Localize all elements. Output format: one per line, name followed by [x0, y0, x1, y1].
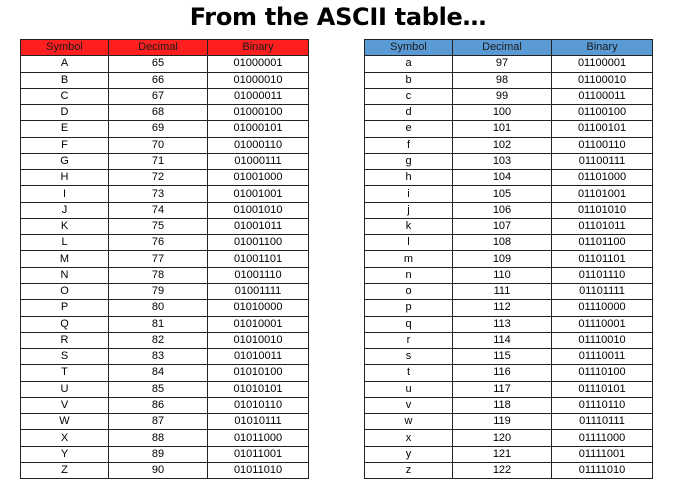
uppercase-ascii-table [20, 39, 309, 479]
cell-decimal: 116 [453, 365, 552, 381]
cell-decimal: 83 [109, 349, 208, 365]
cell-binary: 01011000 [208, 430, 309, 446]
cell-decimal: 104 [453, 170, 552, 186]
header-symbol: Symbol [21, 40, 109, 56]
cell-binary: 01001101 [208, 251, 309, 267]
cell-symbol: L [21, 235, 109, 251]
cell-symbol: h [365, 170, 453, 186]
table-row [21, 105, 309, 121]
table-row [365, 300, 653, 316]
cell-decimal: 121 [453, 446, 552, 462]
cell-decimal: 82 [109, 332, 208, 348]
cell-decimal: 79 [109, 283, 208, 299]
cell-binary: 01110001 [552, 316, 653, 332]
cell-binary: 01100111 [552, 153, 653, 169]
cell-binary: 01001000 [208, 170, 309, 186]
table-row [21, 462, 309, 478]
cell-binary: 01001011 [208, 218, 309, 234]
cell-symbol: B [21, 72, 109, 88]
cell-symbol: k [365, 218, 453, 234]
cell-symbol: e [365, 121, 453, 137]
cell-decimal: 68 [109, 105, 208, 121]
cell-symbol: A [21, 56, 109, 72]
cell-decimal: 99 [453, 88, 552, 104]
cell-decimal: 101 [453, 121, 552, 137]
cell-symbol: O [21, 283, 109, 299]
cell-symbol: i [365, 186, 453, 202]
table-row [365, 186, 653, 202]
cell-decimal: 73 [109, 186, 208, 202]
cell-binary: 01010011 [208, 349, 309, 365]
cell-decimal: 75 [109, 218, 208, 234]
cell-symbol: l [365, 235, 453, 251]
cell-decimal: 119 [453, 414, 552, 430]
cell-decimal: 80 [109, 300, 208, 316]
cell-symbol: E [21, 121, 109, 137]
cell-binary: 01110101 [552, 381, 653, 397]
cell-binary: 01111010 [552, 462, 653, 478]
cell-symbol: U [21, 381, 109, 397]
cell-decimal: 85 [109, 381, 208, 397]
cell-symbol: R [21, 332, 109, 348]
cell-binary: 01001010 [208, 202, 309, 218]
table-row [365, 349, 653, 365]
cell-decimal: 78 [109, 267, 208, 283]
cell-symbol: o [365, 283, 453, 299]
cell-decimal: 84 [109, 365, 208, 381]
cell-decimal: 115 [453, 349, 552, 365]
cell-decimal: 100 [453, 105, 552, 121]
cell-symbol: z [365, 462, 453, 478]
cell-binary: 01010010 [208, 332, 309, 348]
table-row [365, 137, 653, 153]
table-row [365, 153, 653, 169]
cell-binary: 01101000 [552, 170, 653, 186]
table-row [21, 349, 309, 365]
cell-decimal: 69 [109, 121, 208, 137]
cell-binary: 01100011 [552, 88, 653, 104]
cell-decimal: 76 [109, 235, 208, 251]
cell-decimal: 109 [453, 251, 552, 267]
cell-binary: 01111001 [552, 446, 653, 462]
cell-symbol: V [21, 397, 109, 413]
table-row [21, 153, 309, 169]
cell-symbol: s [365, 349, 453, 365]
cell-binary: 01000100 [208, 105, 309, 121]
cell-decimal: 112 [453, 300, 552, 316]
table-row [21, 332, 309, 348]
cell-symbol: j [365, 202, 453, 218]
cell-decimal: 111 [453, 283, 552, 299]
cell-decimal: 106 [453, 202, 552, 218]
cell-symbol: f [365, 137, 453, 153]
cell-decimal: 118 [453, 397, 552, 413]
table-row [365, 105, 653, 121]
cell-symbol: K [21, 218, 109, 234]
cell-symbol: Y [21, 446, 109, 462]
table-row [21, 267, 309, 283]
cell-decimal: 86 [109, 397, 208, 413]
cell-binary: 01010110 [208, 397, 309, 413]
cell-decimal: 74 [109, 202, 208, 218]
table-row [21, 316, 309, 332]
cell-decimal: 87 [109, 414, 208, 430]
cell-binary: 01000111 [208, 153, 309, 169]
header-decimal: Decimal [453, 40, 552, 56]
table-row [21, 72, 309, 88]
cell-decimal: 107 [453, 218, 552, 234]
cell-binary: 01101011 [552, 218, 653, 234]
table-row [21, 283, 309, 299]
cell-binary: 01000001 [208, 56, 309, 72]
cell-binary: 01100010 [552, 72, 653, 88]
table-row [21, 397, 309, 413]
cell-symbol: q [365, 316, 453, 332]
cell-binary: 01100101 [552, 121, 653, 137]
cell-binary: 01110100 [552, 365, 653, 381]
cell-symbol: c [365, 88, 453, 104]
cell-binary: 01010000 [208, 300, 309, 316]
cell-decimal: 120 [453, 430, 552, 446]
table-row [365, 397, 653, 413]
cell-decimal: 103 [453, 153, 552, 169]
cell-symbol: D [21, 105, 109, 121]
table-row [365, 202, 653, 218]
cell-binary: 01010111 [208, 414, 309, 430]
cell-symbol: w [365, 414, 453, 430]
cell-decimal: 67 [109, 88, 208, 104]
cell-symbol: Z [21, 462, 109, 478]
page-title: From the ASCII table… [189, 3, 487, 31]
table-row [365, 88, 653, 104]
cell-symbol: x [365, 430, 453, 446]
cell-symbol: b [365, 72, 453, 88]
table-row [21, 365, 309, 381]
cell-binary: 01000010 [208, 72, 309, 88]
table-row [21, 88, 309, 104]
cell-binary: 01100001 [552, 56, 653, 72]
cell-binary: 01011001 [208, 446, 309, 462]
table-row [365, 283, 653, 299]
cell-symbol: T [21, 365, 109, 381]
cell-binary: 01101001 [552, 186, 653, 202]
cell-binary: 01001001 [208, 186, 309, 202]
table-row [21, 170, 309, 186]
cell-decimal: 90 [109, 462, 208, 478]
cell-binary: 01100100 [552, 105, 653, 121]
cell-binary: 01010100 [208, 365, 309, 381]
table-row [21, 218, 309, 234]
header-binary: Binary [208, 40, 309, 56]
table-row [365, 332, 653, 348]
table-row [21, 56, 309, 72]
cell-decimal: 81 [109, 316, 208, 332]
table-row [365, 72, 653, 88]
cell-binary: 01110110 [552, 397, 653, 413]
table-row [365, 267, 653, 283]
cell-decimal: 108 [453, 235, 552, 251]
cell-decimal: 89 [109, 446, 208, 462]
table-row [365, 170, 653, 186]
cell-symbol: S [21, 349, 109, 365]
cell-decimal: 102 [453, 137, 552, 153]
table-header-row [21, 40, 309, 56]
cell-decimal: 122 [453, 462, 552, 478]
table-row [21, 381, 309, 397]
cell-symbol: g [365, 153, 453, 169]
table-row [365, 251, 653, 267]
cell-binary: 01010101 [208, 381, 309, 397]
cell-decimal: 110 [453, 267, 552, 283]
table-row [365, 430, 653, 446]
cell-decimal: 72 [109, 170, 208, 186]
cell-symbol: v [365, 397, 453, 413]
table-row [21, 186, 309, 202]
cell-symbol: H [21, 170, 109, 186]
cell-symbol: X [21, 430, 109, 446]
table-row [365, 462, 653, 478]
header-symbol: Symbol [365, 40, 453, 56]
header-decimal: Decimal [109, 40, 208, 56]
cell-binary: 01101110 [552, 267, 653, 283]
cell-binary: 01000101 [208, 121, 309, 137]
table-row [21, 414, 309, 430]
cell-binary: 01001111 [208, 283, 309, 299]
cell-binary: 01101111 [552, 283, 653, 299]
table-row [21, 430, 309, 446]
cell-binary: 01000011 [208, 88, 309, 104]
cell-binary: 01110011 [552, 349, 653, 365]
table-header-row [365, 40, 653, 56]
cell-binary: 01101101 [552, 251, 653, 267]
table-row [21, 446, 309, 462]
cell-binary: 01110010 [552, 332, 653, 348]
cell-symbol: t [365, 365, 453, 381]
table-row [365, 235, 653, 251]
cell-symbol: u [365, 381, 453, 397]
cell-symbol: m [365, 251, 453, 267]
table-row [365, 365, 653, 381]
cell-decimal: 65 [109, 56, 208, 72]
cell-binary: 01111000 [552, 430, 653, 446]
table-row [21, 235, 309, 251]
cell-symbol: d [365, 105, 453, 121]
cell-symbol: n [365, 267, 453, 283]
cell-decimal: 117 [453, 381, 552, 397]
cell-symbol: W [21, 414, 109, 430]
table-row [21, 251, 309, 267]
table-row [365, 218, 653, 234]
cell-decimal: 113 [453, 316, 552, 332]
cell-decimal: 98 [453, 72, 552, 88]
cell-binary: 01001100 [208, 235, 309, 251]
cell-symbol: F [21, 137, 109, 153]
table-row [21, 137, 309, 153]
cell-decimal: 114 [453, 332, 552, 348]
table-row [21, 202, 309, 218]
cell-symbol: r [365, 332, 453, 348]
cell-binary: 01101010 [552, 202, 653, 218]
cell-decimal: 105 [453, 186, 552, 202]
cell-binary: 01001110 [208, 267, 309, 283]
cell-binary: 01010001 [208, 316, 309, 332]
cell-binary: 01110111 [552, 414, 653, 430]
cell-symbol: G [21, 153, 109, 169]
cell-decimal: 88 [109, 430, 208, 446]
cell-symbol: J [21, 202, 109, 218]
cell-symbol: p [365, 300, 453, 316]
cell-decimal: 70 [109, 137, 208, 153]
cell-symbol: a [365, 56, 453, 72]
cell-decimal: 97 [453, 56, 552, 72]
cell-symbol: y [365, 446, 453, 462]
cell-binary: 01011010 [208, 462, 309, 478]
cell-symbol: I [21, 186, 109, 202]
cell-decimal: 71 [109, 153, 208, 169]
table-row [365, 121, 653, 137]
header-binary: Binary [552, 40, 653, 56]
cell-decimal: 77 [109, 251, 208, 267]
cell-binary: 01000110 [208, 137, 309, 153]
table-row [365, 56, 653, 72]
lowercase-ascii-table [364, 39, 653, 479]
cell-binary: 01100110 [552, 137, 653, 153]
table-row [21, 300, 309, 316]
table-row [365, 316, 653, 332]
cell-binary: 01110000 [552, 300, 653, 316]
cell-binary: 01101100 [552, 235, 653, 251]
cell-symbol: P [21, 300, 109, 316]
table-row [365, 446, 653, 462]
cell-decimal: 66 [109, 72, 208, 88]
cell-symbol: Q [21, 316, 109, 332]
table-row [365, 414, 653, 430]
cell-symbol: M [21, 251, 109, 267]
cell-symbol: C [21, 88, 109, 104]
cell-symbol: N [21, 267, 109, 283]
table-row [365, 381, 653, 397]
table-row [21, 121, 309, 137]
